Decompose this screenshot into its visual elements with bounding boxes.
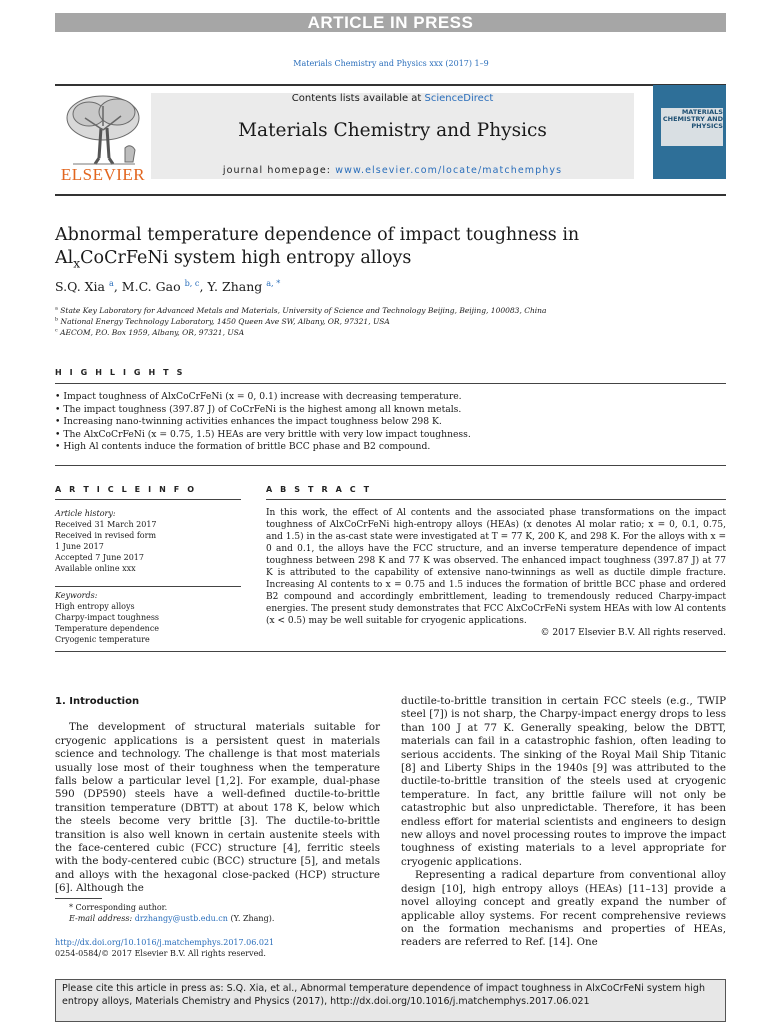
history-title: Article history: bbox=[55, 509, 116, 518]
keyword: Charpy-impact toughness bbox=[55, 613, 160, 622]
contents-lists-line bbox=[151, 93, 634, 104]
affiliation-text: AECOM, P.O. Box 1959, Albany, OR, 97321, USA bbox=[57, 328, 245, 337]
journal-homepage-line bbox=[151, 165, 634, 176]
elsevier-wordmark: ELSEVIER bbox=[60, 165, 146, 184]
keyword: High entropy alloys bbox=[55, 602, 135, 611]
article-info-rule-bottom bbox=[55, 651, 726, 652]
journal-cover-image bbox=[653, 85, 726, 179]
footnote-rule bbox=[55, 898, 102, 899]
cover-title: MATERIALS CHEMISTRY AND PHYSICS bbox=[662, 108, 723, 130]
highlight-text: The AlxCoCrFeNi (x = 0.75, 1.5) HEAs are very brittle with very low impact toughness. bbox=[63, 428, 471, 440]
highlight-item: • High Al contents induce the formation of brittle BCC phase and B2 compound. bbox=[55, 441, 431, 452]
body-column-left bbox=[55, 695, 380, 896]
affiliation-text: National Energy Technology Laboratory, 1450 Queen Ave SW, Albany, OR, 97321, USA bbox=[58, 317, 390, 326]
affiliation-mark: a bbox=[55, 305, 58, 312]
body-paragraph: ductile-to-brittle transition in certain FCC steels (e.g., TWIP steel [7]) is not sharp, the Charpy-impact energy drops to less than 100 J at 77 K. Generally speaking, below the DBTT, materials can fail in a catastrophic fashion, often leading to serious accidents. The sinking of the Royal Mail Ship Titanic [8] and Liberty Ships in the 1940s [9] was attributed to the ductile-to-brittle transition of the steels used at cryogenic temperature. In fact, any brittle failure will not only be catastrophic but also unpredictable. Therefore, it has been endless effort for material scientists and engineers to design new alloys and novel processing routes to improve the impact toughness of existing materials to a level appropriate for cryogenic applications. bbox=[401, 695, 726, 868]
abstract-heading: A B S T R A C T bbox=[266, 485, 372, 494]
highlights-rule-top bbox=[55, 383, 726, 384]
highlight-item: • Impact toughness of AlxCoCrFeNi (x = 0, 0.1) increase with decreasing temperature. bbox=[55, 391, 462, 402]
history-line: Available online xxx bbox=[55, 564, 136, 573]
abstract-body bbox=[266, 507, 726, 639]
body-column-right bbox=[401, 695, 726, 950]
highlight-item: • Increasing nano-twinning activities enhances the impact toughness below 298 K. bbox=[55, 416, 442, 427]
title-line-1: Abnormal temperature dependence of impact toughness in bbox=[55, 225, 580, 245]
sciencedirect-link[interactable]: ScienceDirect bbox=[424, 93, 494, 104]
corresponding-author-note: * Corresponding author. bbox=[69, 903, 168, 912]
issn-line: 0254-0584/© 2017 Elsevier B.V. All rights reserved. bbox=[55, 949, 266, 958]
highlight-text: Increasing nano-twinning activities enhances the impact toughness below 298 K. bbox=[63, 416, 442, 427]
author-name[interactable]: , M.C. Gao bbox=[113, 279, 185, 294]
title-al: Al bbox=[55, 248, 74, 268]
doi-link[interactable]: http://dx.doi.org/10.1016/j.matchemphys.2017.06.021 bbox=[55, 938, 275, 947]
history-line: Received 31 March 2017 bbox=[55, 520, 157, 529]
author-affiliation-mark[interactable]: a bbox=[109, 277, 114, 288]
email-link[interactable]: drzhangy@ustb.edu.cn bbox=[134, 914, 228, 923]
article-title bbox=[55, 224, 726, 270]
highlights-list bbox=[55, 391, 726, 454]
affiliation-item bbox=[55, 327, 726, 338]
keywords bbox=[55, 590, 241, 645]
affiliations bbox=[55, 305, 726, 338]
abstract-rule bbox=[266, 499, 726, 500]
homepage-prefix: journal homepage: bbox=[222, 165, 336, 176]
article-info-heading: A R T I C L E I N F O bbox=[55, 485, 197, 494]
journal-citation[interactable]: Materials Chemistry and Physics xxx (2017) 1–9 bbox=[293, 59, 489, 68]
keyword: Cryogenic temperature bbox=[55, 635, 150, 644]
body-paragraph: Representing a radical departure from conventional alloy design [10], high entropy alloys (HEAs) [11–13] provide a novel alloying concept and greatly expand the number of applicable alloy systems. For recent comprehensive reviews on the formation mechanisms and properties of HEAs, readers are referred to Ref. [14]. One bbox=[401, 869, 726, 949]
history-line: Received in revised form bbox=[55, 531, 157, 540]
header-rule-bottom bbox=[55, 194, 726, 196]
article-in-press-banner: ARTICLE IN PRESS bbox=[55, 13, 726, 32]
homepage-link[interactable]: www.elsevier.com/locate/matchemphys bbox=[335, 165, 563, 176]
email-label: E-mail address: bbox=[69, 914, 135, 923]
keyword: Temperature dependence bbox=[55, 624, 160, 633]
highlight-text: The impact toughness (397.87 J) of CoCrFeNi is the highest among all known metals. bbox=[63, 403, 462, 415]
section-heading: 1. Introduction bbox=[55, 696, 140, 707]
history-line: 1 June 2017 bbox=[55, 542, 104, 551]
highlight-text: Impact toughness of AlxCoCrFeNi (x = 0, 0.1) increase with decreasing temperature. bbox=[63, 391, 462, 402]
highlight-text: High Al contents induce the formation of brittle BCC phase and B2 compound. bbox=[63, 441, 431, 452]
author-list bbox=[55, 279, 726, 294]
journal-title: Materials Chemistry and Physics bbox=[238, 120, 547, 141]
header-rule-top bbox=[55, 84, 726, 86]
title-line-2: CoCrFeNi system high entropy alloys bbox=[80, 248, 412, 268]
author-name[interactable]: S.Q. Xia bbox=[55, 279, 109, 294]
abstract-text: In this work, the effect of Al contents and the associated phase transformations on the impact toughness of AlxCoCrFeNi high-entropy alloys (HEAs) (x denotes Al molar ratio; x = 0, 0.1, 0.75, and 1.5) in the as-cast state were investigated at T = 77 K, 200 K, and 298 K. For the alloys with x = 0 and 0.1, the alloys have the FCC structure, and an inverse temperature dependence of impact toughness between 298 K and 77 K was observed. The enhanced impact toughness (397.87 J) at 77 K is attributed to the capability of extensive nano-twinnings as well as ductile dimple fracture. Increasing Al contents to x = 0.75 and 1.5 induces the formation of brittle BCC phase and ordered B2 compound and accordingly embrittlement, leading to tremendously reduced Charpy-impact energies. The present study demonstrates that FCC AlxCoCrFeNi system HEAs with low Al contents (x < 0.5) may be well suitable for cryogenic applications. bbox=[266, 508, 726, 626]
affiliation-item bbox=[55, 305, 726, 316]
body-paragraph: The development of structural materials suitable for cryogenic applications is a persistent quest in materials science and technology. The challenge is that most materials usually lose most of their toughness when the temperature falls below a particular level [1,2]. For example, dual-phase 590 (DP590) steels have a well-defined ductile-to-brittle transition temperature (DBTT) at about 178 K, below which the steels become very brittle [3]. The ductile-to-brittle transition is also well known in certain austenite steels with the face-centered cubic (FCC) structure [4], ferritic steels with the body-centered cubic (BCC) structure [5], and metals and alloys with the hexagonal close-packed (HCP) structure [6]. Although the bbox=[55, 721, 380, 895]
highlight-item: • The impact toughness (397.87 J) of CoCrFeNi is the highest among all known metals. bbox=[55, 403, 462, 415]
title-subscript-x: x bbox=[73, 256, 81, 271]
highlights-heading: H I G H L I G H T S bbox=[55, 368, 185, 377]
email-line bbox=[69, 913, 380, 924]
abstract-copyright: © 2017 Elsevier B.V. All rights reserved. bbox=[540, 628, 726, 638]
contents-prefix: Contents lists available at bbox=[291, 93, 425, 104]
cite-this-article-box: Please cite this article in press as: S.Q. Xia, et al., Abnormal temperature dependence of impact toughness in AlxCoCrFeNi system high entropy alloys, Materials Chemistry and Physics (2017), http://dx.doi.org/10.1016/j.matchemphys.2017.06.021 bbox=[55, 979, 726, 1022]
author-name[interactable]: , Y. Zhang bbox=[199, 279, 267, 294]
email-suffix: (Y. Zhang). bbox=[227, 914, 275, 923]
highlights-rule-bottom bbox=[55, 465, 726, 466]
history-line: Accepted 7 June 2017 bbox=[55, 553, 144, 562]
keywords-rule bbox=[55, 586, 241, 587]
corresponding-author-footnote bbox=[55, 902, 380, 924]
author-affiliation-mark[interactable]: b, c bbox=[184, 277, 200, 288]
affiliation-mark: b bbox=[55, 316, 59, 323]
affiliation-text: State Key Laboratory for Advanced Metals and Materials, University of Science and Technology Beijing, Beijing, 100083, China bbox=[57, 306, 547, 315]
affiliation-mark: c bbox=[55, 327, 58, 334]
highlight-item: • The AlxCoCrFeNi (x = 0.75, 1.5) HEAs are very brittle with very low impact toughness. bbox=[55, 428, 471, 440]
article-history bbox=[55, 508, 241, 574]
author-affiliation-mark[interactable]: a, * bbox=[266, 277, 281, 288]
doi-block bbox=[55, 937, 455, 959]
article-info-rule bbox=[55, 499, 241, 500]
keywords-title: Keywords: bbox=[55, 591, 98, 600]
affiliation-item bbox=[55, 316, 726, 327]
